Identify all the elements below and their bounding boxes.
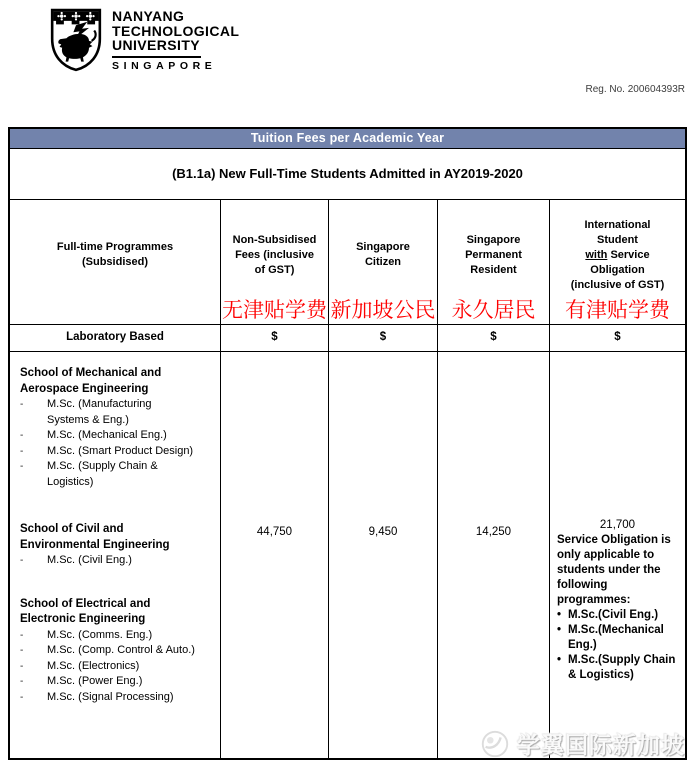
service-obligation-note: Service Obligation is only applicable to students under the following programmes:	[557, 534, 671, 606]
intl-label-line3-rest: Service	[610, 248, 650, 261]
course-label: M.Sc. (Signal Processing)	[47, 690, 174, 703]
course-item	[20, 659, 214, 675]
wordmark-line: NANYANG	[112, 8, 185, 24]
course-label: M.Sc. (Mechanical Eng.)	[47, 429, 167, 441]
intl-label-line: International	[584, 218, 651, 231]
header-citizen	[328, 200, 437, 324]
registration-number: Reg. No. 200604393R	[585, 84, 685, 95]
laboratory-based-row	[10, 324, 685, 351]
watermark	[479, 727, 685, 760]
course-label: M.Sc. (Power Eng.)	[47, 675, 143, 687]
dash-marker: -	[20, 629, 24, 641]
header-non-subsidised-label: Non-Subsidised Fees (inclusive of GST)	[232, 233, 317, 276]
ntu-shield-icon	[50, 7, 102, 73]
laboratory-based-label: Laboratory Based	[66, 331, 164, 343]
course-item	[20, 428, 214, 444]
ntu-crest-icon	[50, 7, 102, 78]
course-item	[20, 444, 214, 460]
service-bullet-label: M.Sc.(Mechanical Eng.)	[568, 624, 664, 651]
dash-marker: -	[20, 461, 24, 472]
dash-marker: -	[20, 645, 24, 656]
dash-marker: -	[20, 555, 24, 566]
currency-sign: $	[328, 325, 437, 351]
wordmark-rule	[112, 56, 201, 58]
header-pr	[437, 200, 549, 324]
header-programmes-label: Full-time Programmes (Subsidised)	[56, 241, 174, 268]
course-label: M.Sc. (Civil Eng.)	[47, 554, 132, 566]
annotation-cn-pr: 永久居民	[451, 299, 536, 322]
header-programmes	[10, 200, 220, 324]
fee-non-subsidised: 44,750	[220, 352, 328, 758]
programmes-cell	[10, 352, 220, 758]
school-section	[20, 522, 214, 569]
course-item	[20, 643, 214, 659]
watermark-logo-icon	[479, 728, 511, 760]
table-subtitle: (B1.1a) New Full-Time Students Admitted in AY2019-2020	[10, 148, 685, 199]
intl-label-line	[571, 248, 665, 263]
bullet-marker: •	[557, 654, 562, 666]
school-title: School of Mechanical and Aerospace Engineering	[20, 367, 162, 395]
bullet-marker: •	[557, 609, 562, 621]
header-international	[549, 200, 685, 324]
column-header-row	[10, 199, 685, 324]
currency-sign: $	[549, 325, 685, 351]
service-bullet-item	[557, 623, 678, 653]
dash-marker: -	[20, 445, 24, 457]
dash-marker: -	[20, 676, 24, 687]
course-item	[20, 690, 214, 706]
course-label: M.Sc. (Electronics)	[47, 659, 140, 672]
watermark-text: 学翼国际新加坡	[517, 732, 685, 758]
course-label: M.Sc. (Smart Product Design)	[47, 444, 194, 457]
service-bullet-item	[557, 653, 678, 683]
currency-sign: $	[437, 325, 549, 351]
wordmark-line: TECHNOLOGICAL	[112, 22, 240, 39]
wordmark-line: UNIVERSITY	[112, 37, 201, 53]
course-label: M.Sc. (Supply Chain & Logistics)	[47, 460, 158, 488]
course-item	[20, 674, 214, 690]
wordmark-singapore: SINGAPORE	[112, 59, 217, 72]
dash-marker: -	[20, 691, 24, 703]
dash-marker: -	[20, 430, 24, 441]
course-item	[20, 628, 214, 644]
bullet-marker: •	[557, 624, 562, 636]
dash-marker: -	[20, 660, 24, 672]
course-label: M.Sc. (Comms. Eng.)	[47, 628, 153, 641]
intl-label-line: Student	[597, 233, 638, 246]
tuition-fee-table	[8, 127, 687, 760]
service-bullet-item	[557, 608, 678, 623]
course-item	[20, 553, 214, 569]
header-non-subsidised	[220, 200, 328, 324]
fee-content-row	[10, 351, 685, 758]
fee-pr: 14,250	[437, 352, 549, 758]
service-bullet-label: M.Sc.(Supply Chain & Logistics)	[568, 654, 676, 681]
header-international-label	[571, 218, 665, 293]
school-section	[20, 366, 214, 490]
course-label: M.Sc. (Comp. Control & Auto.)	[47, 644, 195, 656]
course-item	[20, 459, 214, 490]
intl-label-with-underlined: with	[585, 248, 608, 261]
intl-label-line: Obligation	[590, 263, 645, 276]
table-band-title: Tuition Fees per Academic Year	[10, 129, 685, 148]
school-title: School of Electrical and Electronic Engineering	[20, 597, 151, 625]
ntu-wordmark	[112, 9, 239, 72]
annotation-cn-non-subsidised: 无津贴学费	[222, 299, 327, 322]
course-item	[20, 397, 214, 428]
header-pr-label: Singapore Permanent Resident	[465, 233, 522, 276]
annotation-cn-citizen: 新加坡公民	[330, 299, 436, 322]
course-label: M.Sc. (Manufacturing Systems & Eng.)	[47, 398, 152, 426]
header-citizen-label: Singapore Citizen	[356, 241, 410, 268]
fee-citizen: 9,450	[328, 352, 437, 758]
dash-marker: -	[20, 399, 24, 410]
service-bullet-label: M.Sc.(Civil Eng.)	[568, 609, 659, 621]
currency-sign: $	[220, 325, 328, 351]
fee-international-cell	[549, 352, 685, 758]
intl-label-line: (inclusive of GST)	[570, 278, 665, 291]
annotation-cn-international: 有津贴学费	[565, 299, 670, 322]
school-section	[20, 597, 214, 706]
school-title: School of Civil and Environmental Engineering	[20, 523, 170, 551]
fee-international: 21,700	[599, 519, 636, 531]
